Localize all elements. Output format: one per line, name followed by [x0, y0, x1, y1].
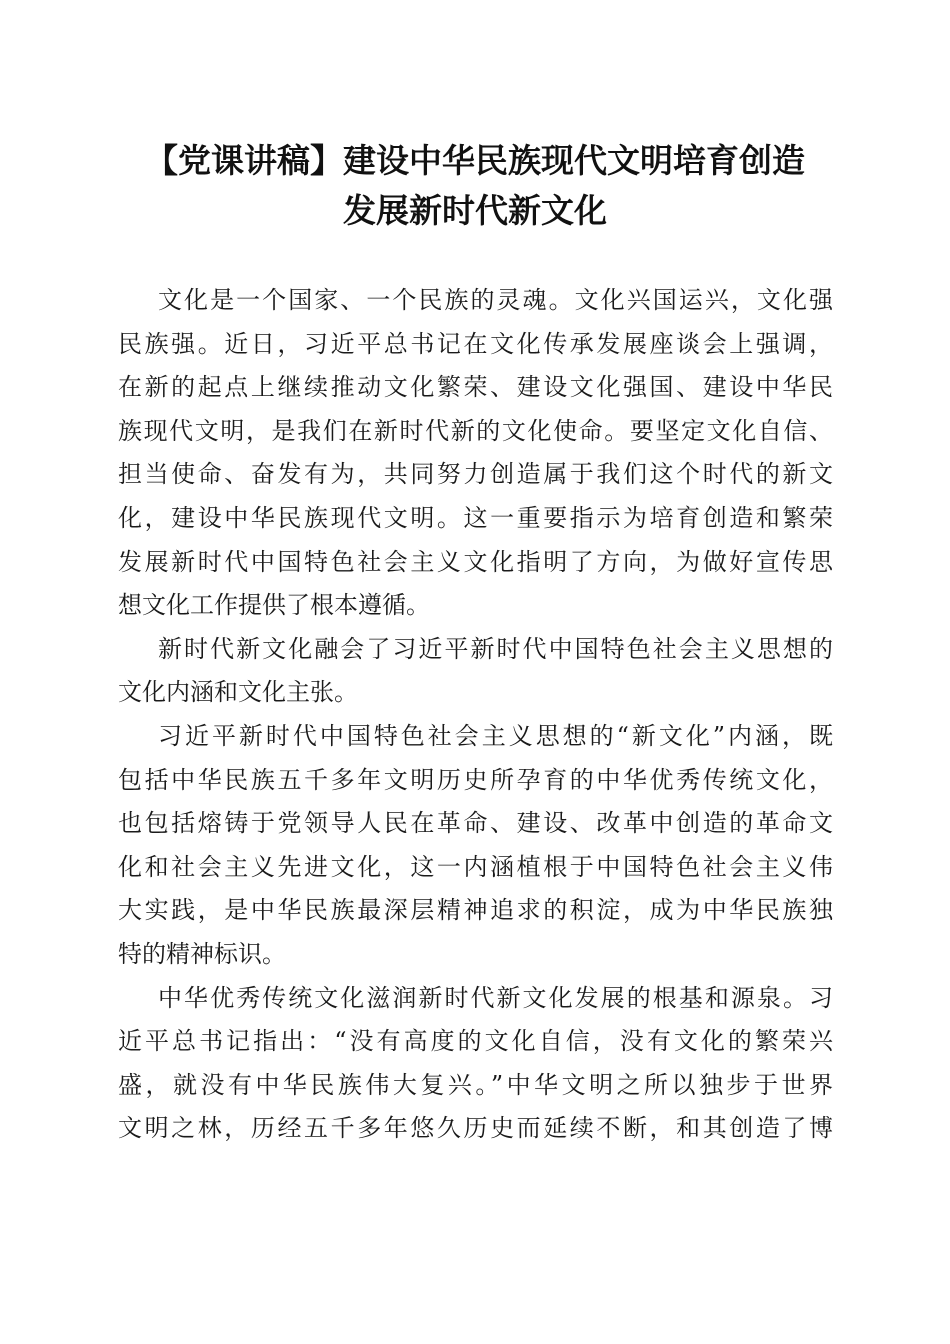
document-body [118, 279, 833, 1151]
document-title [100, 136, 850, 236]
paragraph-1-line-1: 文化是一个国家、一个民族的灵魂。文化兴国运兴，文化强 [158, 286, 833, 314]
paragraph-3-line-4: 化和社会主义先进文化，这一内涵植根于中国特色社会主义伟 [118, 852, 833, 881]
paragraph-2-line-1: 新时代新文化融会了习近平新时代中国特色社会主义思想的 [158, 634, 833, 663]
paragraph-1-line-3: 在新的起点上继续推动文化繁荣、建设文化强国、建设中华民 [118, 373, 833, 402]
paragraph-4-line-1: 中华优秀传统文化滋润新时代新文化发展的根基和源泉。习 [158, 983, 833, 1012]
paragraph-3-line-6: 特的精神标识。 [118, 939, 286, 968]
paragraph-1-line-4: 族现代文明，是我们在新时代新的文化使命。要坚定文化自信、 [118, 416, 833, 445]
title-line-1: 【党课讲稿】建设中华民族现代文明培育创造 [145, 141, 805, 180]
paragraph-1-line-7: 发展新时代中国特色社会主义文化指明了方向，为做好宣传思 [118, 547, 833, 576]
paragraph-4-line-3: 盛，就没有中华民族伟大复兴。”中华文明之所以独步于世界 [118, 1070, 833, 1099]
paragraph-3-line-2: 包括中华民族五千多年文明历史所孕育的中华优秀传统文化， [118, 765, 833, 794]
paragraph-4-line-4: 文明之林，历经五千多年悠久历史而延续不断，和其创造了博 [118, 1114, 833, 1143]
paragraph-3-line-1: 习近平新时代中国特色社会主义思想的“新文化”内涵，既 [158, 721, 833, 750]
paragraph-1-line-6: 化，建设中华民族现代文明。这一重要指示为培育创造和繁荣 [118, 503, 833, 532]
paragraph-3-line-5: 大实践，是中华民族最深层精神追求的积淀，成为中华民族独 [118, 896, 833, 925]
paragraph-1-line-5: 担当使命、奋发有为，共同努力创造属于我们这个时代的新文 [118, 460, 833, 489]
paragraph-3-line-3: 也包括熔铸于党领导人民在革命、建设、改革中创造的革命文 [118, 809, 833, 838]
title-line-2: 发展新时代新文化 [343, 191, 607, 230]
paragraph-4-line-2: 近平总书记指出：“没有高度的文化自信，没有文化的繁荣兴 [118, 1027, 833, 1056]
paragraph-1-line-8: 想文化工作提供了根本遵循。 [118, 591, 430, 620]
paragraph-1-line-2: 民族强。近日，习近平总书记在文化传承发展座谈会上强调， [118, 329, 833, 358]
paragraph-2-line-2: 文化内涵和文化主张。 [118, 678, 358, 707]
